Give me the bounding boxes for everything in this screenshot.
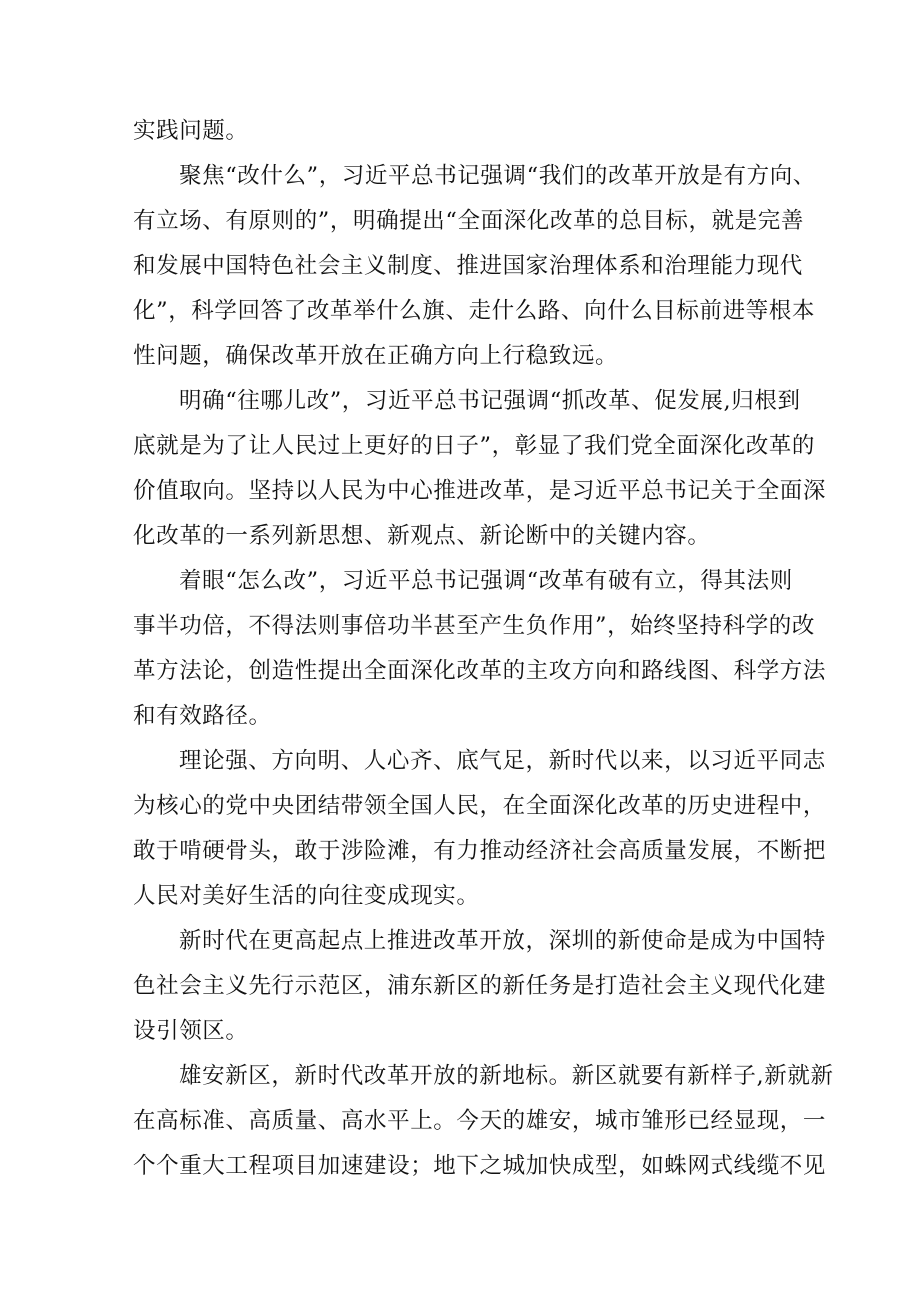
- paragraph-first-line: 雄安新区，新时代改革开放的新地标。新区就要有新样子,新就新: [179, 1063, 834, 1089]
- text-line: 敢于啃硬骨头，敢于涉险滩，有力推动经济社会高质量发展，不断把: [133, 838, 827, 864]
- text-line: 个个重大工程项目加速建设；地下之城加快成型，如蛛网式线缆不见: [133, 1153, 827, 1179]
- paragraph-first-line: 聚焦“改什么”，习近平总书记强调“我们的改革开放是有方向、: [179, 163, 816, 189]
- text-line: 色社会主义先行示范区，浦东新区的新任务是打造社会主义现代化建: [133, 973, 827, 999]
- text-line: 事半功倍，不得法则事倍功半甚至产生负作用”，始终坚持科学的改: [133, 613, 816, 639]
- text-line: 在高标准、高质量、高水平上。今天的雄安，城市雏形已经显现，一: [133, 1108, 827, 1134]
- paragraph-first-line: 明确“往哪儿改”，习近平总书记强调“抓改革、促发展,归根到: [179, 388, 801, 414]
- text-line: 和有效路径。: [133, 703, 272, 729]
- text-line: 为核心的党中央团结带领全国人民，在全面深化改革的历史进程中，: [133, 793, 827, 819]
- text-line: 化改革的一系列新思想、新观点、新论断中的关键内容。: [133, 523, 711, 549]
- paragraph-first-line: 理论强、方向明、人心齐、底气足，新时代以来，以习近平同志: [179, 748, 826, 774]
- text-line: 人民对美好生活的向往变成现实。: [133, 883, 480, 909]
- text-line: 性问题，确保改革开放在正确方向上行稳致远。: [133, 343, 619, 369]
- text-line: 和发展中国特色社会主义制度、推进国家治理体系和治理能力现代: [133, 253, 803, 279]
- paragraph-first-line: 新时代在更高起点上推进改革开放，深圳的新使命是成为中国特: [179, 928, 826, 954]
- text-line: 底就是为了让人民过上更好的日子”，彰显了我们党全面深化改革的: [133, 433, 816, 459]
- text-line: 革方法论，创造性提出全面深化改革的主攻方向和路线图、科学方法: [133, 658, 827, 684]
- text-line: 实践问题。: [133, 118, 249, 144]
- text-line: 设引领区。: [133, 1018, 249, 1044]
- text-line: 价值取向。坚持以人民为中心推进改革，是习近平总书记关于全面深: [133, 478, 827, 504]
- text-line: 有立场、有原则的”，明确提出“全面深化改革的总目标，就是完善: [133, 208, 805, 234]
- text-line: 化”，科学回答了改革举什么旗、走什么路、向什么目标前进等根本: [133, 298, 816, 324]
- paragraph-first-line: 着眼“怎么改”，习近平总书记强调“改革有破有立，得其法则: [179, 568, 793, 594]
